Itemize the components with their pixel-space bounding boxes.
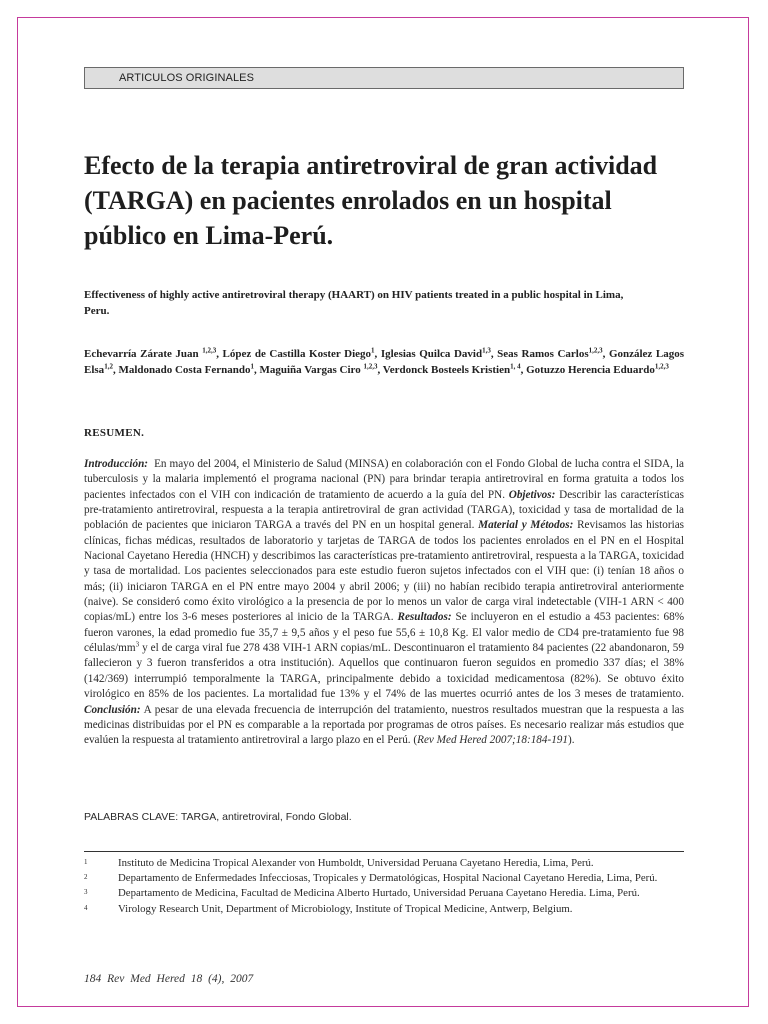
results-label: Resultados: — [397, 611, 452, 624]
intro-label: Introducción: — [84, 458, 149, 470]
footnote-number: 4 — [84, 903, 88, 912]
keywords: PALABRAS CLAVE: TARGA, antiretroviral, Fondo Global. — [84, 811, 352, 823]
page-footer: 184 Rev Med Hered 18 (4), 2007 — [84, 973, 254, 985]
methods-text: Revisamos las historias clínicas, fichas médicas, resultados de laboratorio y tarjetas de TARGA de todos los pacientes enrolados en el PN en el Hospital Nacional Cayetano Heredia (HNCH) y describimos las características pre-tratamiento antiretroviral, respuesta a la TARGA, toxicidad y tasa de mortalidad. Los pacientes seleccionados para este estudio fueron sujetos infectados con el VIH que: (i) tenían 18 años o más; (ii) iniciaron TARGA en el PN entre mayo 2004 y abril 2006; y (iii) no habían recibido terapia antiretroviral anteriormente (naive). Se consideró como éxito virológico a la presencia de por lo menos un valor de carga viral indetectable (VIH-1 ARN < 400 copias/mL) entre los 3-6 meses posteriores al inicio de la TARGA. — [84, 519, 685, 624]
footnote-number: 2 — [84, 873, 88, 882]
author-1: Echevarría Zárate Juan $^{1,2,3}$ — [84, 346, 217, 360]
footnotes — [84, 856, 684, 917]
author-9: Gotuzzo Herencia Eduardo$^{1,2,3}$ — [526, 362, 669, 376]
author-3: Iglesias Quilca David$^{1,3}$ — [380, 346, 491, 360]
article-title: Efecto de la terapia antiretroviral de gran actividad (TARGA) en pacientes enrolados en un hospital público en Lima-Perú. — [84, 151, 658, 250]
footnote-text: Virology Research Unit, Department of Microbiology, Institute of Tropical Medicine, Antwerp, Belgium. — [118, 902, 573, 915]
objectives-text: Describir las características pre-tratamiento antiretroviral, respuesta a la terapia antiretroviral de gran actividad (TARGA), toxicidad y tasa de mortalidad de la población de pacientes que iniciaron TARGA a través del PN en un hospital general. — [84, 488, 685, 532]
footnote-4 — [84, 902, 684, 917]
author-5: González Lagos Elsa$^{1,2}$ — [84, 348, 684, 376]
author-7: Maguiña Vargas Ciro $^{1,2,3}$ — [259, 362, 378, 376]
footnote-3 — [84, 886, 684, 901]
methods-label: Material y Métodos: — [478, 519, 574, 532]
author-list: Echevarría Zárate Juan $^{1,2,3}$, López de Castilla Koster Diego$^1$, Iglesias Quilca David$^{1,3}$, Seas Ramos Carlos$^{1,2,3}$, González Lagos Elsa$^{1,2}$, Maldonado Costa Fernando$^1$, Maguiña Vargas Ciro $^{1,2,3}$, Verdonck Bosteels Kristien$^{1, 4}$, Gotuzzo Herencia Eduardo$^{1,2,3}$ — [84, 346, 684, 376]
footnote-text: Instituto de Medicina Tropical Alexander von Humboldt, Universidad Peruana Cayetano Heredia, Lima, Perú. — [118, 857, 594, 869]
author-4: Seas Ramos Carlos$^{1,2,3}$ — [497, 346, 603, 360]
footnote-divider — [84, 851, 684, 852]
conclusion-label: Conclusión: — [84, 703, 141, 716]
section-label: ARTICULOS ORIGINALES — [84, 67, 684, 89]
journal-citation: Rev Med Hered 2007;18:184-191 — [417, 734, 568, 747]
author-8: Verdonck Bosteels Kristien$^{1, 4}$ — [382, 362, 521, 376]
intro-text: En mayo del 2004, el Ministerio de Salud (MINSA) en colaboración con el Fondo Global de lucha contra el SIDA, la tuberculosis y la malaria implementó el programa nacional (PN) para brindar terapia antiretroviral en forma gratuita a todos los pacientes infectados con el VIH con indicación de tratamiento de acuerdo a la guía del PN. — [84, 458, 685, 501]
abstract-text: Introducción: En mayo del 2004, el Ministerio de Salud (MINSA) en colaboración con el Fondo Global de lucha contra el SIDA, la tuberculosis y la malaria implementó el programa nacional (PN) para brindar terapia antiretroviral en forma gratuita a todos los pacientes infectados con el VIH con indicación de tratamiento de acuerdo a la guía del PN. Objetivos: Describir las características pre-tratamiento antiretroviral, respuesta a la terapia antiretroviral de gran actividad (TARGA), toxicidad y tasa de mortalidad de la población de pacientes que iniciaron TARGA a través del PN en un hospital general. Material y Métodos: Revisamos las historias clínicas, fichas médicas, resultados de laboratorio y tarjetas de TARGA de todos los pacientes enrolados en el PN en el Hospital Nacional Cayetano Heredia (HNCH) y describimos las características pre-tratamiento antiretroviral, respuesta a la TARGA, toxicidad y tasa de mortalidad. Los pacientes seleccionados para este estudio fueron sujetos infectados con el VIH que: (i) tenían 18 años o más; (ii) iniciaron TARGA en el PN entre mayo 2004 y abril 2006; y (iii) no habían recibido terapia antiretroviral anteriormente (naive). Se consideró como éxito virológico a la presencia de por lo menos un valor de carga viral indetectable (VIH-1 ARN < 400 copias/mL) entre los 3-6 meses posteriores al inicio de la TARGA. Resultados: Se incluyeron en el estudio a 453 pacientes: 68% fueron varones, la edad promedio fue 35,7 ± 9,5 años y el peso fue 55,6 ± 10,8 Kg. El valor medio de CD4 pre-tratamiento fue 98 células/$mm^3$ y el de carga viral fue 278 438 VIH-1 ARN copias/mL. Descontinuaron el tratamiento 84 pacientes (22 abandonaron, 59 fallecieron y 3 fueron transferidos a otra institución). Aquellos que continuaron fueron seguidos en promedio 337 días; el 38% (142/369) interrumpió temporalmente la TARGA, principalmente debido a toxicidad medicamentosa (82%). Se obtuvo éxito virológico en 85% de los pacientes. La mortalidad fue 13% y el 74% de las muertes ocurrió antes de los 3 meses de tratamiento. Conclusión: A pesar de una elevada frecuencia de interrupción del tratamiento, nuestros resultados muestran que la respuesta a las medicinas distribuidas por el PN es comparable a la reportada por programas de otros países. Es necesario realizar más estudios que evalúen la respuesta al tratamiento antiretroviral a largo plazo en el Perú. (Rev Med Hered 2007;18:184-191). — [84, 458, 685, 747]
footnote-number: 3 — [84, 888, 88, 897]
author-2: López de Castilla Koster Diego$^1$ — [222, 346, 375, 360]
footnote-text: Departamento de Enfermedades Infecciosas, Tropicales y Dermatológicas, Hospital Nacional Cayetano Heredia, Lima, Perú. — [118, 872, 658, 885]
footnote-2 — [84, 871, 684, 886]
author-6: Maldonado Costa Fernando$^1$ — [118, 362, 254, 376]
results-text: Se incluyeron en el estudio a 453 pacientes: 68% fueron varones, la edad promedio fue 35,7 ± 9,5 años y el peso fue 55,6 ± 10,8 Kg. El valor medio de CD4 pre-tratamiento fue 98 células/$mm^3$ y el de carga viral fue 278 438 VIH-1 ARN copias/mL. Descontinuaron el tratamiento 84 pacientes (22 abandonaron, 59 fallecieron y 3 fueron transferidos a otra institución). Aquellos que continuaron fueron seguidos en promedio 337 días; el 38% (142/369) interrumpió temporalmente la TARGA, principalmente debido a toxicidad medicamentosa (82%). Se obtuvo éxito virológico en 85% de los pacientes. La mortalidad fue 13% y el 74% de las muertes ocurrió antes de los 3 meses de tratamiento. — [84, 611, 685, 701]
footnote-number: 1 — [84, 858, 88, 866]
footnote-1 — [84, 856, 684, 871]
abstract-heading: RESUMEN. — [84, 427, 145, 439]
english-title: Effectiveness of highly active antiretroviral therapy (HAART) on HIV patients treated in a public hospital in Lima, Peru. — [84, 289, 624, 317]
objectives-label: Objetivos: — [508, 488, 556, 501]
footnote-text: Departamento de Medicina, Facultad de Medicina Alberto Hurtado, Universidad Peruana Cayetano Heredia. Lima, Perú. — [118, 887, 640, 900]
conclusion-text: A pesar de una elevada frecuencia de interrupción del tratamiento, nuestros resultados muestran que la respuesta a las medicinas distribuidas por el PN es comparable a la reportada por programas de otros países. Es necesario realizar más estudios que evalúen la respuesta al tratamiento antiretroviral a largo plazo en el Perú. ( — [84, 703, 685, 747]
